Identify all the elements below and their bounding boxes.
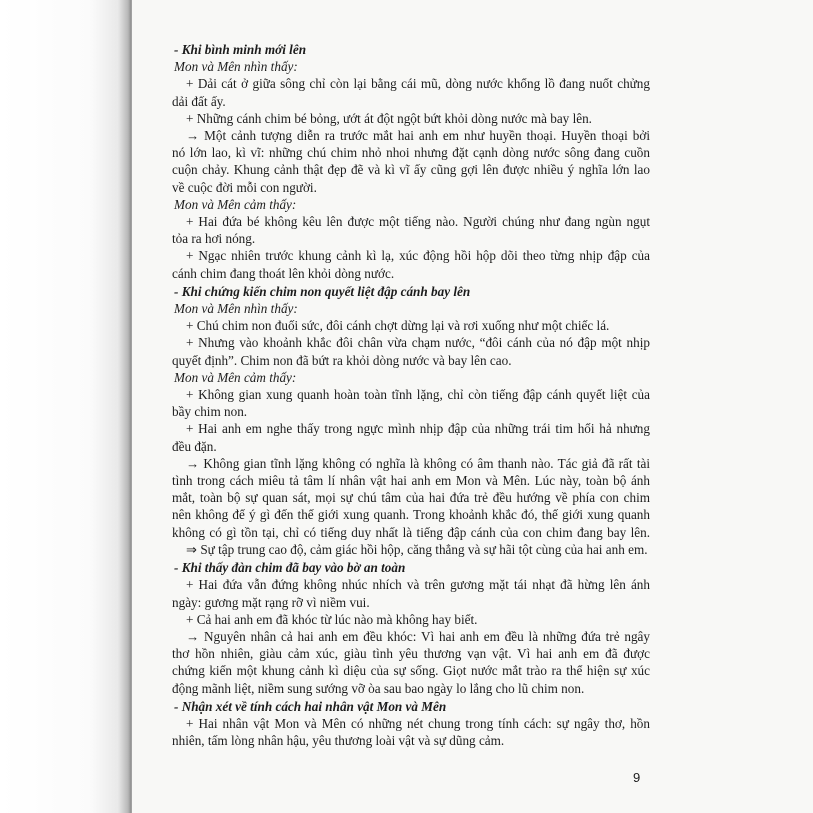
line-text: đều đặn. [172, 438, 217, 454]
section-heading [172, 559, 650, 576]
text-line [172, 715, 650, 732]
text-line [172, 420, 650, 437]
text-line [172, 110, 650, 127]
line-text: Mon và Mên nhìn thấy: [174, 59, 298, 75]
line-text: thơ hồn nhiên, giàu cảm xúc, giàu tình yêu thương vạn vật. Vì hai anh em đã được [172, 646, 650, 662]
text-line [172, 541, 650, 558]
text-line [172, 179, 650, 196]
line-text: + Hai đứa bé không kêu lên được một tiếng nào. Người chúng như đang ngùn ngụt [186, 214, 650, 230]
line-text: cuộn chảy. Khung cảnh thật đẹp đẽ và kì vĩ ấy cũng gợi lên được nhiều ý nghĩa lớn lao [172, 162, 650, 178]
text-line [172, 438, 650, 455]
line-text: mắt, toàn bộ sự quan sát, mọi sự chú tâm của hai đứa trẻ đều hướng về phía con chim [172, 490, 650, 506]
line-text: tỏa ra hơi nóng. [172, 231, 256, 247]
text-line [172, 334, 650, 351]
line-text: - Nhận xét về tính cách hai nhân vật Mon và Mên [174, 698, 447, 714]
subheading-label [172, 196, 650, 213]
text-line [172, 506, 650, 523]
text-line [172, 230, 650, 247]
text-line [172, 732, 650, 749]
subheading-label [172, 58, 650, 75]
text-line [172, 161, 650, 178]
line-text: + Không gian xung quanh hoàn toàn tĩnh lặng, chỉ còn tiếng đập cánh quyết liệt của [186, 387, 650, 403]
text-line [172, 144, 650, 161]
line-text: → Một cảnh tượng diễn ra trước mắt hai anh em như huyền thoại. Huyền thoại bởi [186, 128, 650, 144]
line-text: nhiên, tấm lòng nhân hậu, yêu thương loài vật và sự dũng cảm. [172, 733, 505, 749]
line-text: + Những cánh chim bé bỏng, ướt át đột ngột bứt khỏi dòng nước mà bay lên. [186, 110, 592, 126]
book-spine-shadow [0, 0, 132, 813]
text-line [172, 645, 650, 662]
text-line [172, 352, 650, 369]
line-text: + Hai anh em nghe thấy trong ngực mình nhịp đập của những trái tim hối hả nhưng [186, 421, 650, 437]
text-line [172, 680, 650, 697]
line-text: - Khi bình minh mới lên [174, 42, 307, 57]
page-number: 9 [633, 770, 641, 785]
subheading-label [172, 369, 650, 386]
text-line [172, 265, 650, 282]
section-heading [172, 698, 650, 715]
line-text: Mon và Mên cảm thấy: [174, 196, 297, 212]
text-line [172, 472, 650, 489]
line-text: Mon và Mên nhìn thấy: [174, 301, 298, 317]
line-text: - Khi chứng kiến chim non quyết liệt đập cánh bay lên [174, 283, 471, 299]
text-line [172, 524, 650, 541]
text-line [172, 386, 650, 403]
line-text: ngày: gương mặt rạng rỡ vì niềm vui. [172, 594, 370, 610]
text-line [172, 455, 650, 472]
text-line [172, 213, 650, 230]
text-line [172, 127, 650, 144]
line-text: không có gì tồn tại, chỉ có tiếng duy nhất là tiếng đập cánh của con chim đang bay lên. [172, 524, 650, 540]
section-heading [172, 283, 650, 300]
line-text: + Chú chim non đuối sức, đôi cánh chợt dừng lại và rơi xuống như một chiếc lá. [186, 318, 610, 334]
line-text: → Nguyên nhân cả hai anh em đều khóc: Vì hai anh em đều là những đứa trẻ ngây [186, 628, 650, 644]
text-line [172, 662, 650, 679]
text-line [172, 247, 650, 264]
line-text: nên không để ý gì đến thế giới xung quanh. Trong khoảnh khắc đó, thế giới xung quanh [172, 507, 650, 523]
line-text: nó lớn lao, kì vĩ: những chú chim nhỏ nhoi nhưng đặt cạnh dòng nước sông đang cuồn [172, 145, 650, 161]
text-line [172, 403, 650, 420]
line-text: chứng kiến một khung cảnh kì diệu của sự sống. Giọt nước mắt trào ra thể hiện sự xúc [172, 663, 650, 679]
line-text: + Ngạc nhiên trước khung cảnh kì lạ, xúc động hồi hộp dõi theo từng nhịp đập của [186, 248, 650, 264]
line-text: - Khi thấy đàn chim đã bay vào bờ an toàn [174, 560, 406, 576]
line-text: + Nhưng vào khoảnh khắc đôi chân vừa chạm nước, “đôi cánh của nó đập một nhịp [186, 335, 650, 351]
text-line [172, 489, 650, 506]
text-line [172, 628, 650, 645]
line-text: bầy chim non. [172, 404, 248, 420]
line-text: động mãnh liệt, niềm sung sướng vỡ òa sau bao ngày lo lắng cho lũ chim non. [172, 680, 585, 696]
line-text: cánh chim đang thoát lên khỏi dòng nước. [172, 265, 395, 281]
text-line [172, 317, 650, 334]
line-text: + Hai nhân vật Mon và Mên có những nét chung trong tính cách: sự ngây thơ, hồn [186, 715, 650, 731]
line-text: dải đất ấy. [172, 93, 226, 109]
line-text: Mon và Mên cảm thấy: [174, 369, 297, 385]
page-text-body [172, 40, 650, 749]
text-line [172, 75, 650, 92]
text-line [172, 93, 650, 110]
text-line [172, 576, 650, 593]
subheading-label [172, 300, 650, 317]
line-text: tình trong cách miêu tả tâm lí nhân vật hai anh em Mon và Mên. Lúc này, toàn bộ ánh [172, 473, 650, 489]
text-line [172, 594, 650, 611]
line-text: + Cả hai anh em đã khóc từ lúc nào mà không hay biết. [186, 611, 478, 627]
line-text: + Dải cát ở giữa sông chỉ còn lại bằng cái mũ, dòng nước khổng lồ đang nuốt chửng [186, 76, 650, 92]
section-heading [172, 41, 650, 58]
line-text: + Hai đứa vẫn đứng không nhúc nhích và trên gương mặt tái nhạt đã hừng lên ánh [186, 577, 650, 593]
line-text: ⇒ Sự tập trung cao độ, cảm giác hồi hộp, căng thẳng và sự hãi tột cùng của hai anh em. [186, 541, 648, 557]
line-text: về cuộc đời mỗi con người. [172, 179, 317, 195]
line-text: → Không gian tĩnh lặng không có nghĩa là không có âm thanh nào. Tác giả đã rất tài [186, 455, 650, 471]
line-text: quyết định”. Chim non đã bứt ra khỏi dòng nước và bay lên cao. [172, 352, 512, 368]
text-line [172, 611, 650, 628]
